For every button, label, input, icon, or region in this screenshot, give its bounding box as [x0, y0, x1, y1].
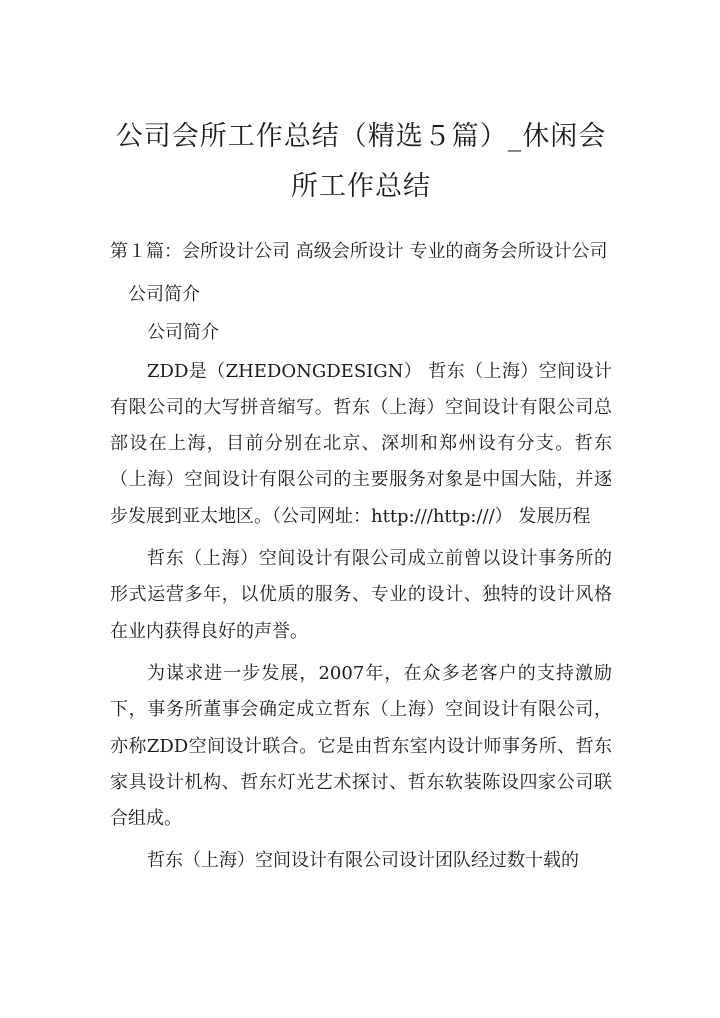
subheading-company-intro: 公司简介 — [128, 284, 200, 305]
paragraph-2: 哲东（上海）空间设计有限公司成立前曾以设计事务所的形式运营多年，以优质的服务、专业的设计、独特的设计风格在业内获得良好的声誉。 — [110, 548, 612, 642]
document-title: 公司会所工作总结（精选５篇）_休闲会所工作总结 — [115, 121, 607, 202]
section-heading: 第１篇：会所设计公司 高级会所设计 专业的商务会所设计公司 — [110, 241, 608, 262]
subheading-company-intro-secondary: 公司简介 — [147, 322, 219, 344]
paragraph-4: 哲东（上海）空间设计有限公司设计团队经过数十载的 — [147, 850, 579, 872]
paragraph-3: 为谋求进一步发展，2007年，在众多老客户的支持激励下，事务所董事会确定成立哲东（上海）空间设计有限公司，亦称ZDD空间设计联合。它是由哲东室内设计师事务所、哲东家具设计机构、哲东灯光艺术探讨、哲东软装陈设四家公司联合组成。 — [110, 662, 612, 830]
paragraph-1: ZDD是（ZHEDONGDESIGN） 哲东（上海）空间设计有限公司的大写拼音缩写。哲东（上海）空间设计有限公司总部设在上海，目前分别在北京、深圳和郑州设有分支。哲东（上海）空间设计有限公司的主要服务对象是中国大陆，并逐步发展到亚太地区。（公司网址：http:///http:///） 发展历程 — [110, 360, 612, 527]
